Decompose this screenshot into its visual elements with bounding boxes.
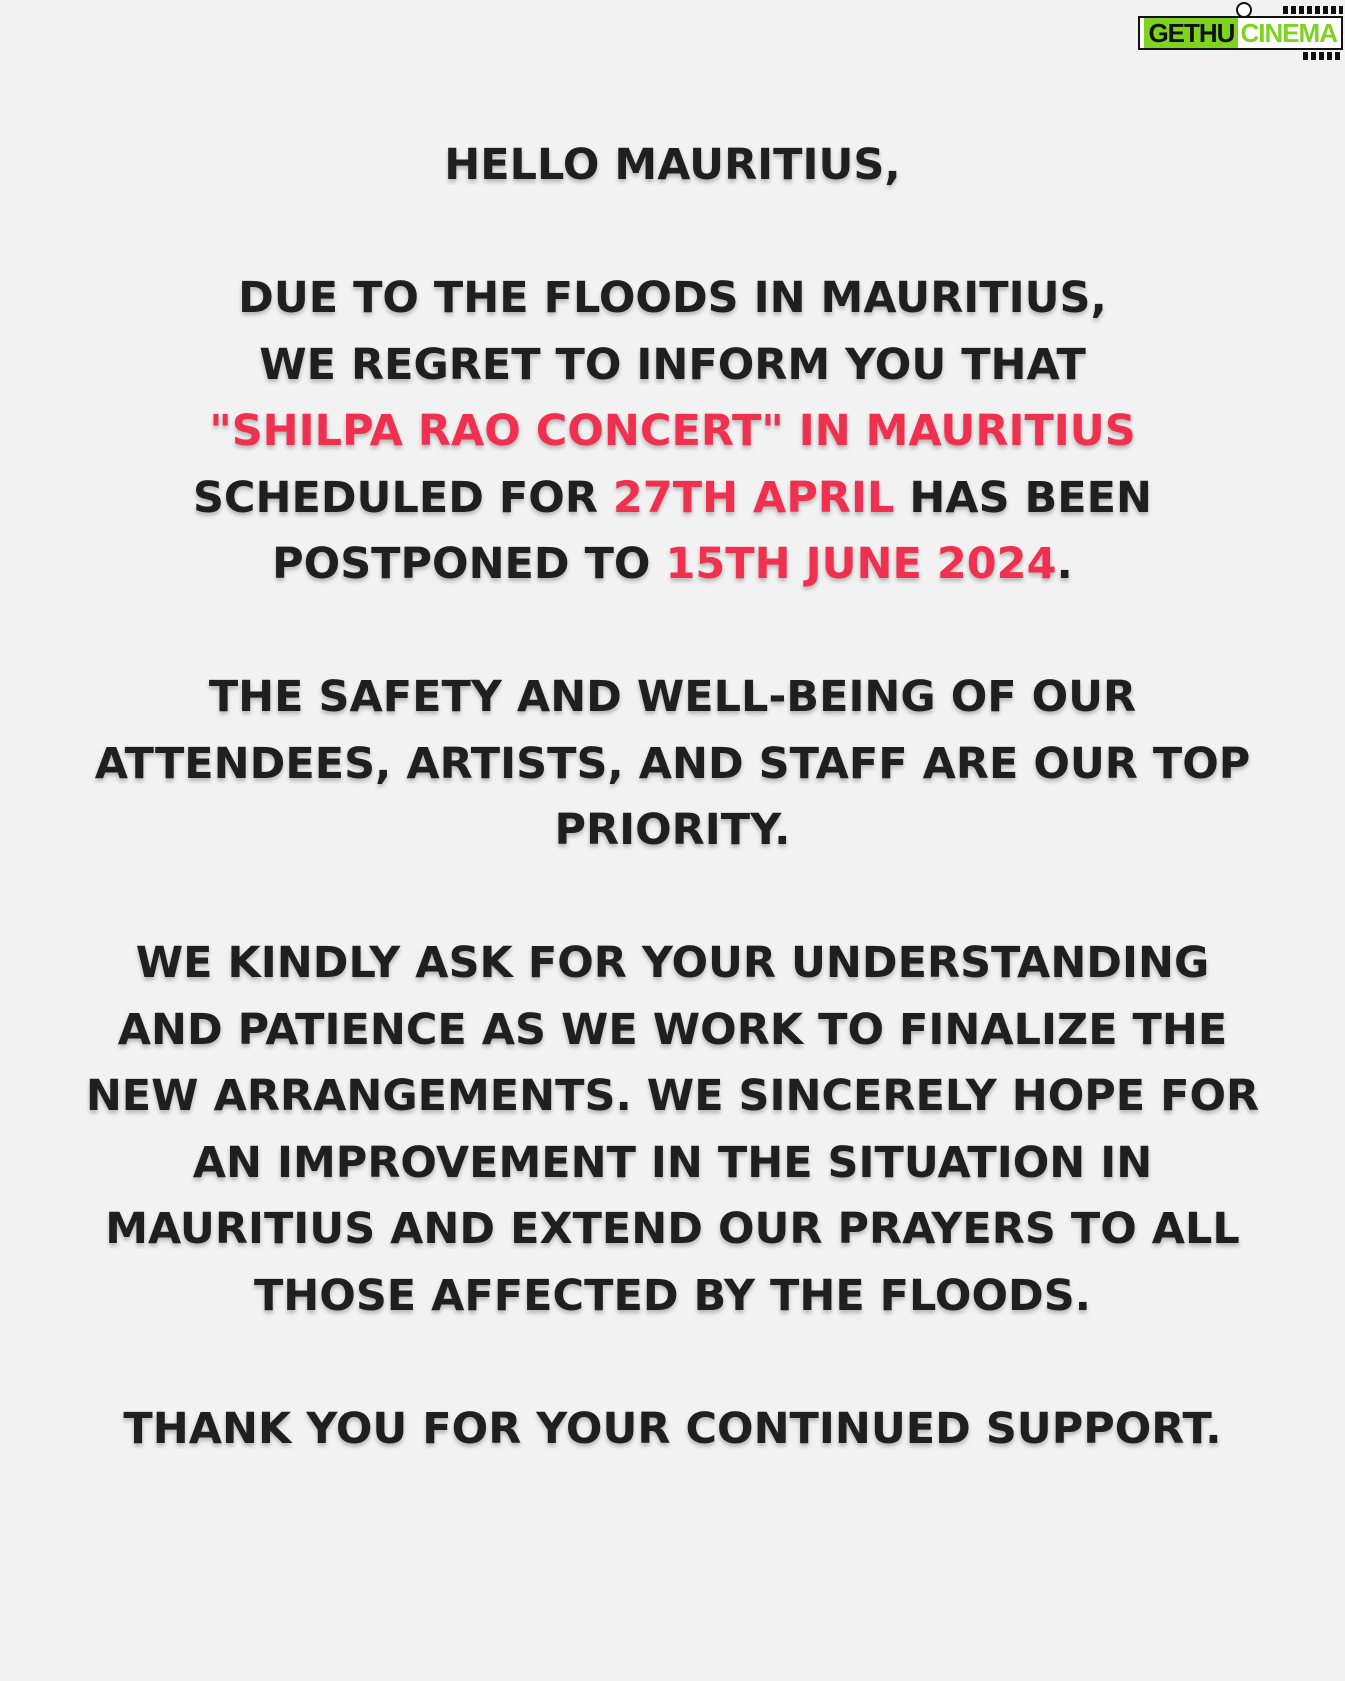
safety-line-2: ATTENDEES, ARTISTS, AND STAFF ARE OUR TOP <box>94 738 1251 789</box>
film-strip-icon <box>1283 6 1343 14</box>
understanding-line-3: NEW ARRANGEMENTS. WE SINCERELY HOPE FOR <box>85 1071 1260 1121</box>
understanding-paragraph <box>0 930 1345 1329</box>
announcement-text <box>0 132 1345 1462</box>
period-text: . <box>1056 539 1073 589</box>
closing-line: THANK YOU FOR YOUR CONTINUED SUPPORT. <box>123 1403 1222 1454</box>
concert-name: "SHILPA RAO CONCERT" IN MAURITIUS <box>209 406 1136 456</box>
safety-line-1: THE SAFETY AND WELL-BEING OF OUR <box>208 672 1137 722</box>
original-date: 27TH APRIL <box>612 472 895 523</box>
closing <box>0 1396 1345 1463</box>
film-strip-bottom-icon <box>1303 52 1343 60</box>
greeting-line: HELLO MAURITIUS, <box>444 140 901 190</box>
postponement-line-5 <box>0 531 1345 598</box>
logo-text-gethu: GETHU <box>1144 18 1238 48</box>
understanding-line-6: THOSE AFFECTED BY THE FLOODS. <box>253 1270 1092 1321</box>
postponement-line-2: WE REGRET TO INFORM YOU THAT <box>259 339 1086 390</box>
logo-text-cinema: CINEMA <box>1240 18 1337 48</box>
postponement-line-1: DUE TO THE FLOODS IN MAURITIUS, <box>238 273 1107 323</box>
understanding-line-1: WE KINDLY ASK FOR YOUR UNDERSTANDING <box>135 938 1210 988</box>
understanding-line-5: MAURITIUS AND EXTEND OUR PRAYERS TO ALL <box>105 1204 1240 1254</box>
new-date: 15TH JUNE 2024 <box>665 539 1057 589</box>
film-reel-icon <box>1236 2 1252 18</box>
greeting <box>0 132 1345 199</box>
understanding-line-2: AND PATIENCE AS WE WORK TO FINALIZE THE <box>117 1004 1228 1055</box>
postponed-to-text: POSTPONED TO <box>272 539 666 589</box>
postponement-line-4 <box>0 465 1345 532</box>
understanding-line-4: AN IMPROVEMENT IN THE SITUATION IN <box>192 1137 1153 1188</box>
gethu-cinema-logo <box>1138 6 1343 50</box>
postponement-paragraph <box>0 265 1345 598</box>
safety-line-3: PRIORITY. <box>554 805 791 855</box>
logo-wordmark <box>1138 16 1343 50</box>
safety-paragraph <box>0 664 1345 864</box>
scheduled-for-text: SCHEDULED FOR <box>192 472 613 523</box>
has-been-text: HAS BEEN <box>894 472 1153 523</box>
